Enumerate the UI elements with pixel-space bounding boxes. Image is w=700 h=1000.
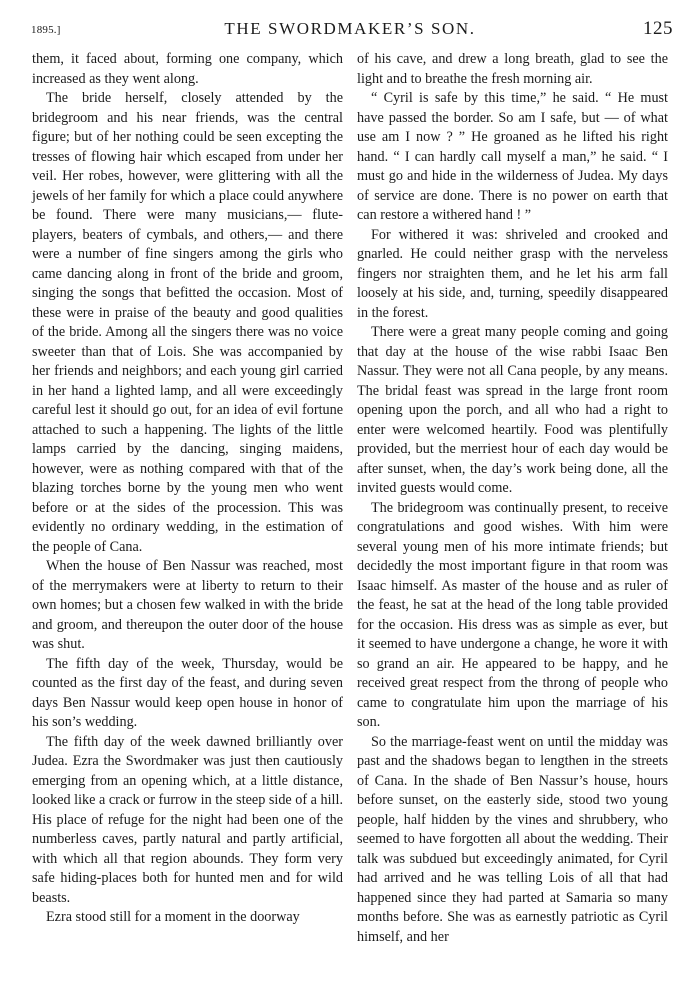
right-column	[357, 50, 668, 947]
paragraph: of his cave, and drew a long breath, glad to see the light and to breathe the fresh morning air.	[357, 51, 668, 87]
running-head	[27, 14, 673, 40]
header-year: 1895.]	[31, 24, 61, 36]
page-number: 125	[643, 18, 673, 39]
paragraph: The fifth day of the week, Thursday, would be counted as the first day of the feast, and during seven days Ben Nassur would keep open house in honor of his son’s wedding.	[32, 655, 343, 730]
paragraph: So the marriage-feast went on until the midday was past and the shadows began to lengthen in the streets of Cana. In the shade of Ben Nassur’s house, hours before sunset, on the easterly side, stood two young people, half hidden by the vines and shrubbery, who seemed to have forgotten all about the wedding. Their talk was subdued but exceedingly animated, for Cyril had arrived and he was telling Lois of all that had happened since they had parted at Samaria so many months before. She was as earnestly patriotic as Cyril himself, and her	[357, 733, 668, 945]
paragraph: For withered it was: shriveled and crooked and gnarled. He could neither grasp with the nerveless fingers nor straighten them, and he let his arm fall loosely at his side, and, turning, speedily disappeared in the forest.	[357, 226, 668, 321]
running-title: THE SWORDMAKER’S SON.	[224, 19, 476, 38]
paragraph: There were a great many people coming and going that day at the house of the wise rabbi Isaac Ben Nassur. They were not all Cana people, by any means. The bridal feast was spread in the large front room opening upon the porch, and all who had a right to enter were welcomed heartily. Food was plentifully provided, but the merriest hour of each day would be after sunset, when, the day’s work being done, all the invited guests would come.	[357, 324, 668, 496]
paragraph: The bride herself, closely attended by the bridegroom and his near friends, was the central figure; but of her nothing could be seen excepting the tresses of flowing hair which escaped from under her veil. Her robes, however, were glittering with all the jewels of her family for which a place could anywhere be found. There were many musicians,— flute-players, beaters of cymbals, and others,— and there were a number of fine singers among the girls who came dancing along in front of the bride and groom, singing the songs that befitted the occasion. Most of these were in praise of the beauty and good qualities of the bride. Among all the singers there was no voice sweeter than that of Lois. She was accompanied by her friends and neighbors; and each young girl carried in her hand a lighted lamp, and all were exceedingly careful lest it should go out, for an idea of evil fortune attached to such a happening. The lights of the little lamps carried by the dancing, singing maidens, however, were as nothing compared with that of the blazing torches borne by the young men who went before or at the sides of the procession. This was evidently no ordinary wedding, in the estimation of the people of Cana.	[32, 90, 343, 555]
paragraph: The bridegroom was continually present, to receive congratulations and good wishes. With him were several young men of his more intimate friends; but decidedly the most important figure in that room was Isaac himself. As master of the house and as ruler of the feast, he sat at the head of the long table provided for the occasion. His dress was as simple as ever, but it seemed to have undergone a change, he wore it with so grand an air. He appeared to be happy, and he received great respect from the throng of people who came to congratulate him upon the marriage of his son.	[357, 499, 668, 730]
paragraph: The fifth day of the week dawned brilliantly over Judea. Ezra the Swordmaker was just then cautiously emerging from an opening which, at a little distance, looked like a crack or furrow in the steep side of a hill. His place of refuge for the night had been one of the numberless caves, partly natural and partly artificial, with which all that region abounds. They form very safe hiding-places both for hunted men and for wild beasts.	[32, 733, 343, 906]
paragraph: “ Cyril is safe by this time,” he said. “ He must have passed the border. So am I safe, but — of what use am I now ? ” He groaned as he lifted his right hand. “ I can hardly call myself a man,” he said. “ I must go and hide in the wilderness of Judea. My days of service are done. There is no power on earth that can restore a withered hand ! ”	[357, 90, 668, 223]
paragraph: them, it faced about, forming one company, which increased as they went along.	[32, 51, 343, 87]
paragraph: When the house of Ben Nassur was reached, most of the merrymakers were at liberty to return to their own homes; but a chosen few walked in with the bride and groom, and thereupon the outer door of the house was shut.	[32, 558, 343, 652]
left-column	[32, 50, 343, 928]
paragraph: Ezra stood still for a moment in the doorway	[46, 909, 300, 925]
